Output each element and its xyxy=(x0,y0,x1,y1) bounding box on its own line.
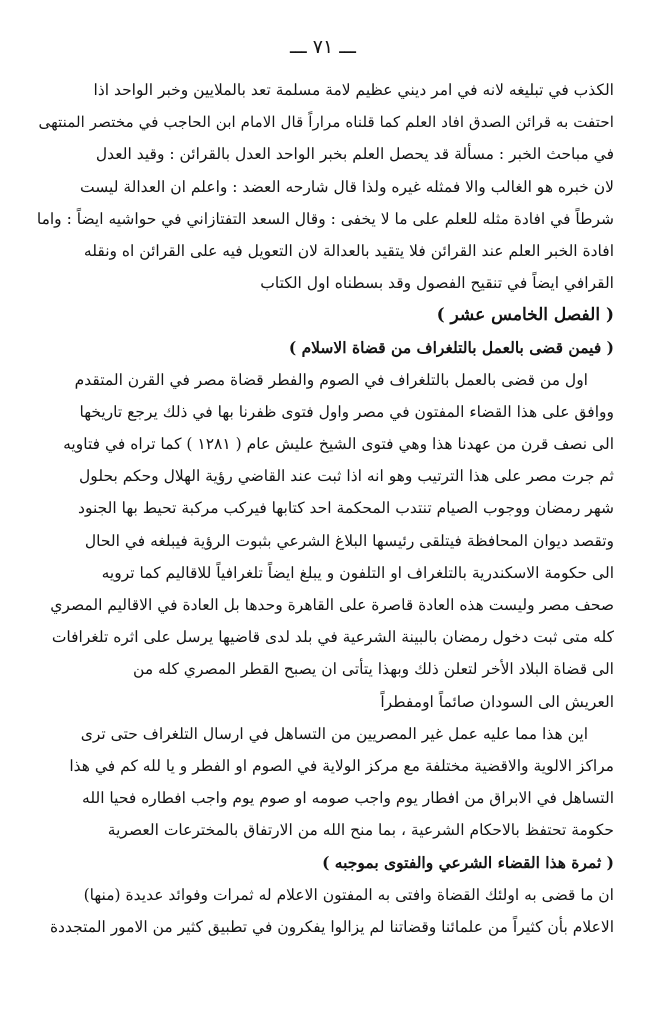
text-line: افادة الخبر العلم عند القرائن فلا يتقيد بالعدالة لان التعويل فيه على القرائن اه ونقله xyxy=(83,241,614,260)
text-line: ووافق على هذا القضاء المفتون في مصر واول فتوى ظفرنا بها في ذلك يرجع تاريخها xyxy=(79,402,614,421)
text-line: مراكز الالوية والاقضية مختلفة مع مركز الولاية في الصوم او الفطر و يا لله كم في هذا xyxy=(69,756,614,775)
section-subheading: ( ثمرة هذا القضاء الشرعي والفتوى بموجبه ) xyxy=(322,852,614,872)
page-number-header: ـــ ٧١ ـــ xyxy=(290,36,356,58)
text-line: الى قضاة البلاد الأخر لتعلن ذلك وبهذا يتأتى ان يصبح القطر المصري كله من xyxy=(133,660,614,679)
text-line: ان ما قضى به اولئك القضاة وافتى به المفتون الاعلام له ثمرات وفوائد عديدة (منها) xyxy=(83,885,614,904)
text-line: الى حكومة الاسكندرية بالتلغراف او التلفون و يبلغ ايضاً تلغرافياً للاقاليم كما ترويه xyxy=(101,563,614,582)
text-line: العريش الى السودان صائماً اومفطراً xyxy=(380,692,614,711)
text-line: لان خبره هو الغالب والا فمثله غيره ولذا قال شارحه العضد : واعلم ان العدالة ليست xyxy=(79,177,614,196)
section-heading: ( الفصل الخامس عشر ) xyxy=(436,305,614,326)
text-line: الاعلام بأن كثيراً من علمائنا وقضاتنا لم يزالوا يفكرون في تطبيق كثير من الامور المتجددة xyxy=(49,917,614,936)
text-line: احتفت به قرائن الصدق افاد العلم كما قلناه مراراً قال الامام ابن الحاجب في مختصر المنتهى xyxy=(38,113,614,132)
text-line: القرافي ايضاً في تنقيح الفصول وقد بسطناه اول الكتاب xyxy=(260,274,614,293)
text-line: كله متى ثبت دخول رمضان بالبينة الشرعية في بلد لدى قاضيها يرسل على اثره تلغرافات xyxy=(51,628,614,647)
text-line: صحف مصر وليست هذه العادة قاصرة على القاهرة وحدها بل العادة في الاقاليم المصري xyxy=(50,596,614,614)
section-subheading: ( فيمن قضى بالعمل بالتلغراف من قضاة الاسلام ) xyxy=(288,337,614,357)
text-line: اول من قضى بالعمل بالتلغراف في الصوم والفطر قضاة مصر في القرن المتقدم xyxy=(74,370,588,389)
text-line: الكذب في تبليغه لانه في امر ديني عظيم لامة مسلمة تعد بالملايين وخبر الواحد اذا xyxy=(93,81,614,99)
text-line: حكومة تحتفظ بالاحكام الشرعية ، بما منح الله من الارتفاق بالمخترعات العصرية xyxy=(107,821,614,840)
text-line: الى نصف قرن من عهدنا هذا وهي فتوى الشيخ عليش عام ( ١٢٨١ ) كما تراه في فتاويه xyxy=(63,435,614,454)
text-line: شرطاً في افادة مثله للعلم على ما لا يخفى : وقال السعد التفتازاني في حواشيه ايضاً : واما xyxy=(36,209,614,228)
text-line: التساهل في الابراق من افطار يوم واجب صومه او صوم يوم واجب افطاره فحيا الله xyxy=(82,789,614,808)
text-line: في مباحث الخبر : مسألة قد يحصل العلم بخبر الواحد العدل بالقرائن : وقيد العدل xyxy=(95,145,614,164)
text-line: وتقصد ديوان المحافظة فيتلقى رئيسها البلاغ الشرعي بثبوت الرؤية فيبلغه في الحال xyxy=(84,531,614,550)
body-text xyxy=(34,74,614,943)
text-line: اين هذا مما عليه عمل غير المصريين من التساهل في ارسال التلغراف حتى ترى xyxy=(80,724,588,743)
text-line: ثم جرت مصر على هذا الترتيب وهو انه اذا ثبت عند القاضي رؤية الهلال وحكم بحلول xyxy=(79,467,614,486)
text-line: شهر رمضان ووجوب الصيام تنتدب المحكمة احد كتابها فيركب مركبة تحيط بها الجنود xyxy=(78,499,614,518)
